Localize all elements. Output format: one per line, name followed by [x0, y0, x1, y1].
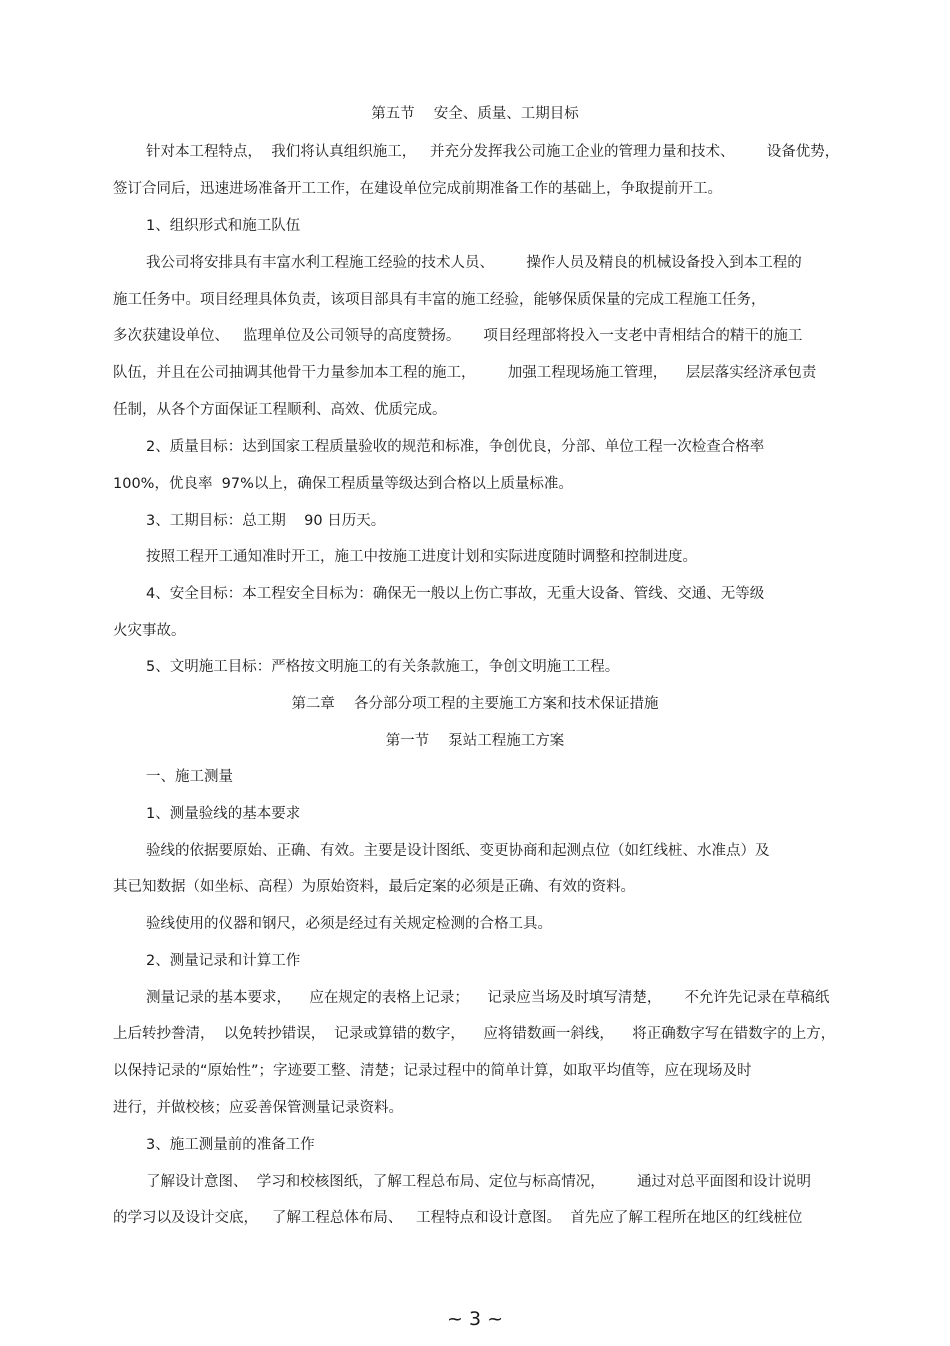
- paragraph-line: 以保持记录的“原始性”；字迹要工整、清楚；记录过程中的简单计算，如取平均值等，应在现场及时: [113, 1063, 752, 1079]
- paragraph-line: 火灾事故。: [113, 623, 186, 639]
- item-heading: 2、测量记录和计算工作: [146, 953, 301, 969]
- paragraph-line: 验线的依据要原始、正确、有效。主要是设计图纸、变更协商和起测点位（如红线桩、水准点）及: [146, 843, 770, 859]
- item-heading: 3、施工测量前的准备工作: [146, 1137, 315, 1153]
- paragraph-line: 队伍，并且在公司抽调其他骨干力量参加本工程的施工， 加强工程现场施工管理， 层层落实经济承包责: [113, 365, 817, 381]
- paragraph-line: 的学习以及设计交底， 了解工程总体布局、 工程特点和设计意图。 首先应了解工程所在地区的红线桩位: [113, 1210, 803, 1226]
- paragraph-line: 签订合同后，迅速进场准备开工工作，在建设单位完成前期准备工作的基础上，争取提前开工。: [113, 181, 722, 197]
- paragraph-line: 施工任务中。项目经理具体负责，该项目部具有丰富的施工经验，能够保质保量的完成工程施工任务，: [113, 292, 766, 308]
- paragraph-line: 多次获建设单位、 监理单位及公司领导的高度赞扬。 项目经理部将投入一支老中青相结合的精干的施工: [113, 328, 803, 344]
- paragraph-line: 其已知数据（如坐标、高程）为原始资料，最后定案的必须是正确、有效的资料。: [113, 879, 635, 895]
- paragraph-line: 100%，优良率 97%以上，确保工程质量等级达到合格以上质量标准。: [113, 476, 573, 492]
- paragraph-line: 进行，并做校核；应妥善保管测量记录资料。: [113, 1100, 403, 1116]
- paragraph-line: 了解设计意图、 学习和校核图纸，了解工程总布局、定位与标高情况， 通过对总平面图和设计说明: [146, 1174, 811, 1190]
- paragraph-line: 我公司将安排具有丰富水利工程施工经验的技术人员、 操作人员及精良的机械设备投入到本工程的: [146, 255, 802, 271]
- paragraph-line: 验线使用的仪器和钢尺，必须是经过有关规定检测的合格工具。: [146, 916, 552, 932]
- paragraph-line: 测量记录的基本要求， 应在规定的表格上记录； 记录应当场及时填写清楚， 不允许先记录在草稿纸: [146, 990, 830, 1006]
- subsection-title: 第一节 泵站工程施工方案: [385, 733, 565, 749]
- paragraph-line: 5、文明施工目标：严格按文明施工的有关条款施工，争创文明施工工程。: [146, 659, 620, 675]
- item-heading: 1、测量验线的基本要求: [146, 806, 301, 822]
- paragraph-line: 任制，从各个方面保证工程顺利、高效、优质完成。: [113, 402, 447, 418]
- section-title: 第五节 安全、质量、工期目标: [371, 106, 579, 122]
- paragraph-line: 4、安全目标：本工程安全目标为：确保无一般以上伤亡事故，无重大设备、管线、交通、无等级: [146, 586, 765, 602]
- part-heading: 一、施工测量: [146, 769, 233, 785]
- paragraph-line: 上后转抄誊清， 以免转抄错误， 记录或算错的数字， 应将错数画一斜线， 将正确数字写在错数字的上方，: [113, 1026, 836, 1042]
- page-number: ~ 3 ~: [446, 1308, 503, 1330]
- paragraph-line: 按照工程开工通知准时开工，施工中按施工进度计划和实际进度随时调整和控制进度。: [146, 549, 697, 565]
- paragraph-line: 2、质量目标：达到国家工程质量验收的规范和标准，争创优良，分部、单位工程一次检查合格率: [146, 439, 765, 455]
- item-heading: 3、工期目标：总工期 90 日历天。: [146, 513, 386, 529]
- item-heading: 1、组织形式和施工队伍: [146, 218, 301, 234]
- chapter-title: 第二章 各分部分项工程的主要施工方案和技术保证措施: [291, 696, 659, 712]
- paragraph-line: 针对本工程特点， 我们将认真组织施工， 并充分发挥我公司施工企业的管理力量和技术、 设备优势，: [146, 144, 840, 160]
